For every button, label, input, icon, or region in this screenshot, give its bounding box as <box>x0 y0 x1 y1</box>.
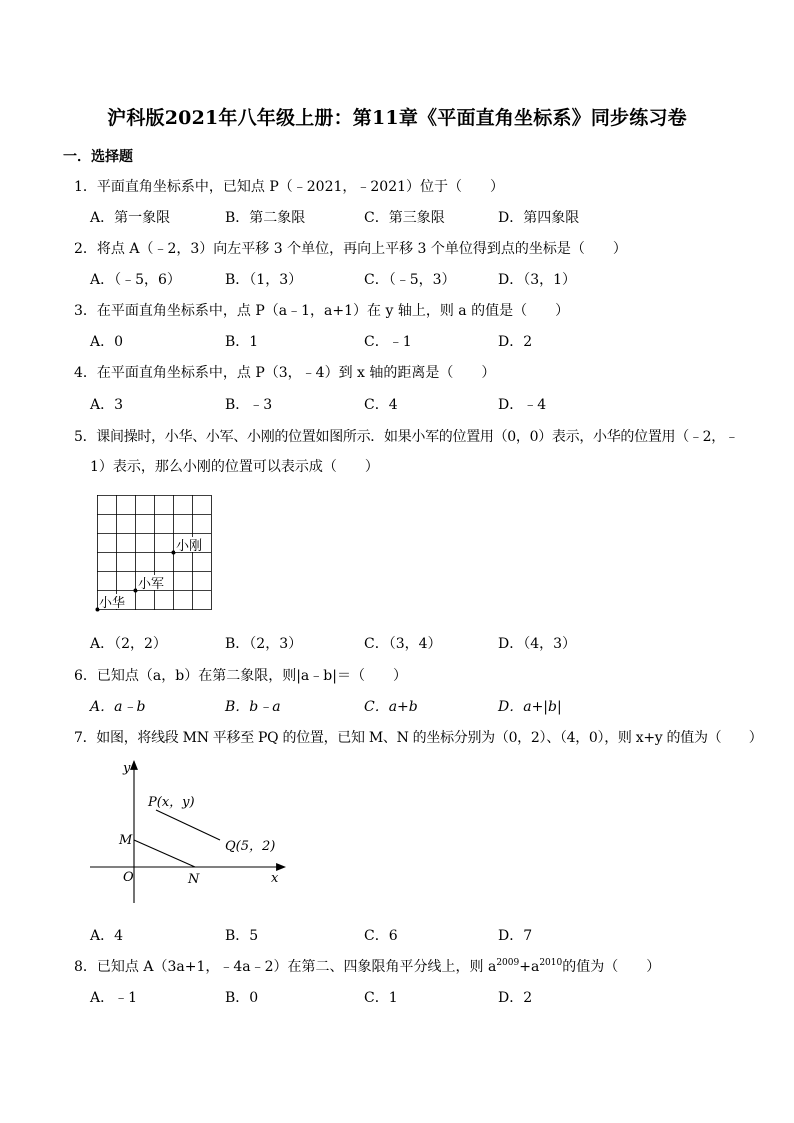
segment-mn <box>134 840 195 867</box>
q2-option-a[interactable]: A．（﹣5，6） <box>90 272 181 288</box>
page-title: 沪科版2021年八年级上册：第11章《平面直角坐标系》同步练习卷 <box>107 107 687 129</box>
q1-option-c[interactable]: C．第三象限 <box>364 210 445 226</box>
q2-option-c[interactable]: C．（﹣5，3） <box>364 272 456 288</box>
q3-option-a[interactable]: A．0 <box>90 334 124 350</box>
xiaogang-label: 小刚 <box>176 539 203 554</box>
q6-option-b[interactable]: B．b﹣a <box>225 699 281 715</box>
q8-option-a[interactable]: A．﹣1 <box>90 990 138 1006</box>
origin-label: O <box>123 870 134 885</box>
question-1-stem: 1．平面直角坐标系中，已知点 P（﹣2021，﹣2021）位于（ ） <box>74 179 505 195</box>
q3-option-d[interactable]: D．2 <box>498 334 533 350</box>
q3-option-b[interactable]: B．1 <box>225 334 259 350</box>
question-5-stem-cont: 1）表示，那么小刚的位置可以表示成（ ） <box>90 459 379 475</box>
point-n-label: N <box>188 872 200 887</box>
segment-pq <box>156 810 220 840</box>
q5-option-b[interactable]: B．（2，3） <box>225 636 303 652</box>
q4-option-c[interactable]: C．4 <box>364 397 398 413</box>
figure-5-grid <box>90 490 220 615</box>
point-p-label: P(x，y) <box>148 795 195 810</box>
question-6-stem: 6．已知点（a，b）在第二象限，则|a﹣b|＝（ ） <box>74 668 407 684</box>
question-2-stem: 2．将点 A（﹣2，3）向左平移 3 个单位，再向上平移 3 个单位得到点的坐标是（ ） <box>74 241 627 257</box>
q1-option-b[interactable]: B．第二象限 <box>225 210 306 226</box>
q7-option-c[interactable]: C．6 <box>364 928 398 944</box>
question-4-stem: 4．在平面直角坐标系中，点 P（3，﹣4）到 x 轴的距离是（ ） <box>74 365 496 381</box>
xiaogang-point <box>172 551 176 555</box>
point-m-label: M <box>119 833 133 848</box>
xiaojun-point <box>134 589 138 593</box>
q6-option-d[interactable]: D．a+|b| <box>498 699 562 715</box>
q8-option-c[interactable]: C．1 <box>364 990 398 1006</box>
question-8-stem: 8．已知点 A（3a+1，﹣4a﹣2）在第二、四象限角平分线上，则 $a^{2009}+a^{2010}$的值为（ ） <box>74 958 661 975</box>
x-axis-label: x <box>271 871 279 886</box>
figure-7-coordinate-plane <box>85 755 295 910</box>
q2-option-d[interactable]: D．（3，1） <box>498 272 577 288</box>
question-7-stem: 7．如图，将线段 MN 平移至 PQ 的位置，已知 M、N 的坐标分别为（0，2）、（4，0），则 x+y 的值为（ ） <box>74 730 763 746</box>
q6-option-a[interactable]: A．a﹣b <box>90 699 146 715</box>
point-q-label: Q(5，2) <box>225 839 276 854</box>
q7-option-a[interactable]: A．4 <box>90 928 124 944</box>
q1-option-d[interactable]: D．第四象限 <box>498 210 580 226</box>
q5-option-d[interactable]: D．（4，3） <box>498 636 577 652</box>
xiaohua-label: 小华 <box>99 596 126 611</box>
xiaojun-label: 小军 <box>138 577 165 592</box>
q7-option-b[interactable]: B．5 <box>225 928 259 944</box>
q4-option-d[interactable]: D．﹣4 <box>498 397 547 413</box>
question-5-stem: 5．课间操时，小华、小军、小刚的位置如图所示．如果小军的位置用（0，0）表示，小华的位置用（﹣2，﹣ <box>74 429 739 445</box>
q4-option-b[interactable]: B．﹣3 <box>225 397 273 413</box>
q8-option-d[interactable]: D．2 <box>498 990 533 1006</box>
q2-option-b[interactable]: B．（1，3） <box>225 272 303 288</box>
q5-option-c[interactable]: C．（3，4） <box>364 636 442 652</box>
q3-option-c[interactable]: C．﹣1 <box>364 334 412 350</box>
q4-option-a[interactable]: A．3 <box>90 397 124 413</box>
q6-option-c[interactable]: C．a+b <box>364 699 418 715</box>
q5-option-a[interactable]: A．（2，2） <box>90 636 167 652</box>
section-heading: 一．选择题 <box>63 149 133 165</box>
q1-option-a[interactable]: A．第一象限 <box>90 210 171 226</box>
question-3-stem: 3．在平面直角坐标系中，点 P（a﹣1，a+1）在 y 轴上，则 a 的值是（ ） <box>74 303 570 319</box>
q7-option-d[interactable]: D．7 <box>498 928 533 944</box>
y-axis-label: y <box>123 761 131 776</box>
q8-option-b[interactable]: B．0 <box>225 990 259 1006</box>
